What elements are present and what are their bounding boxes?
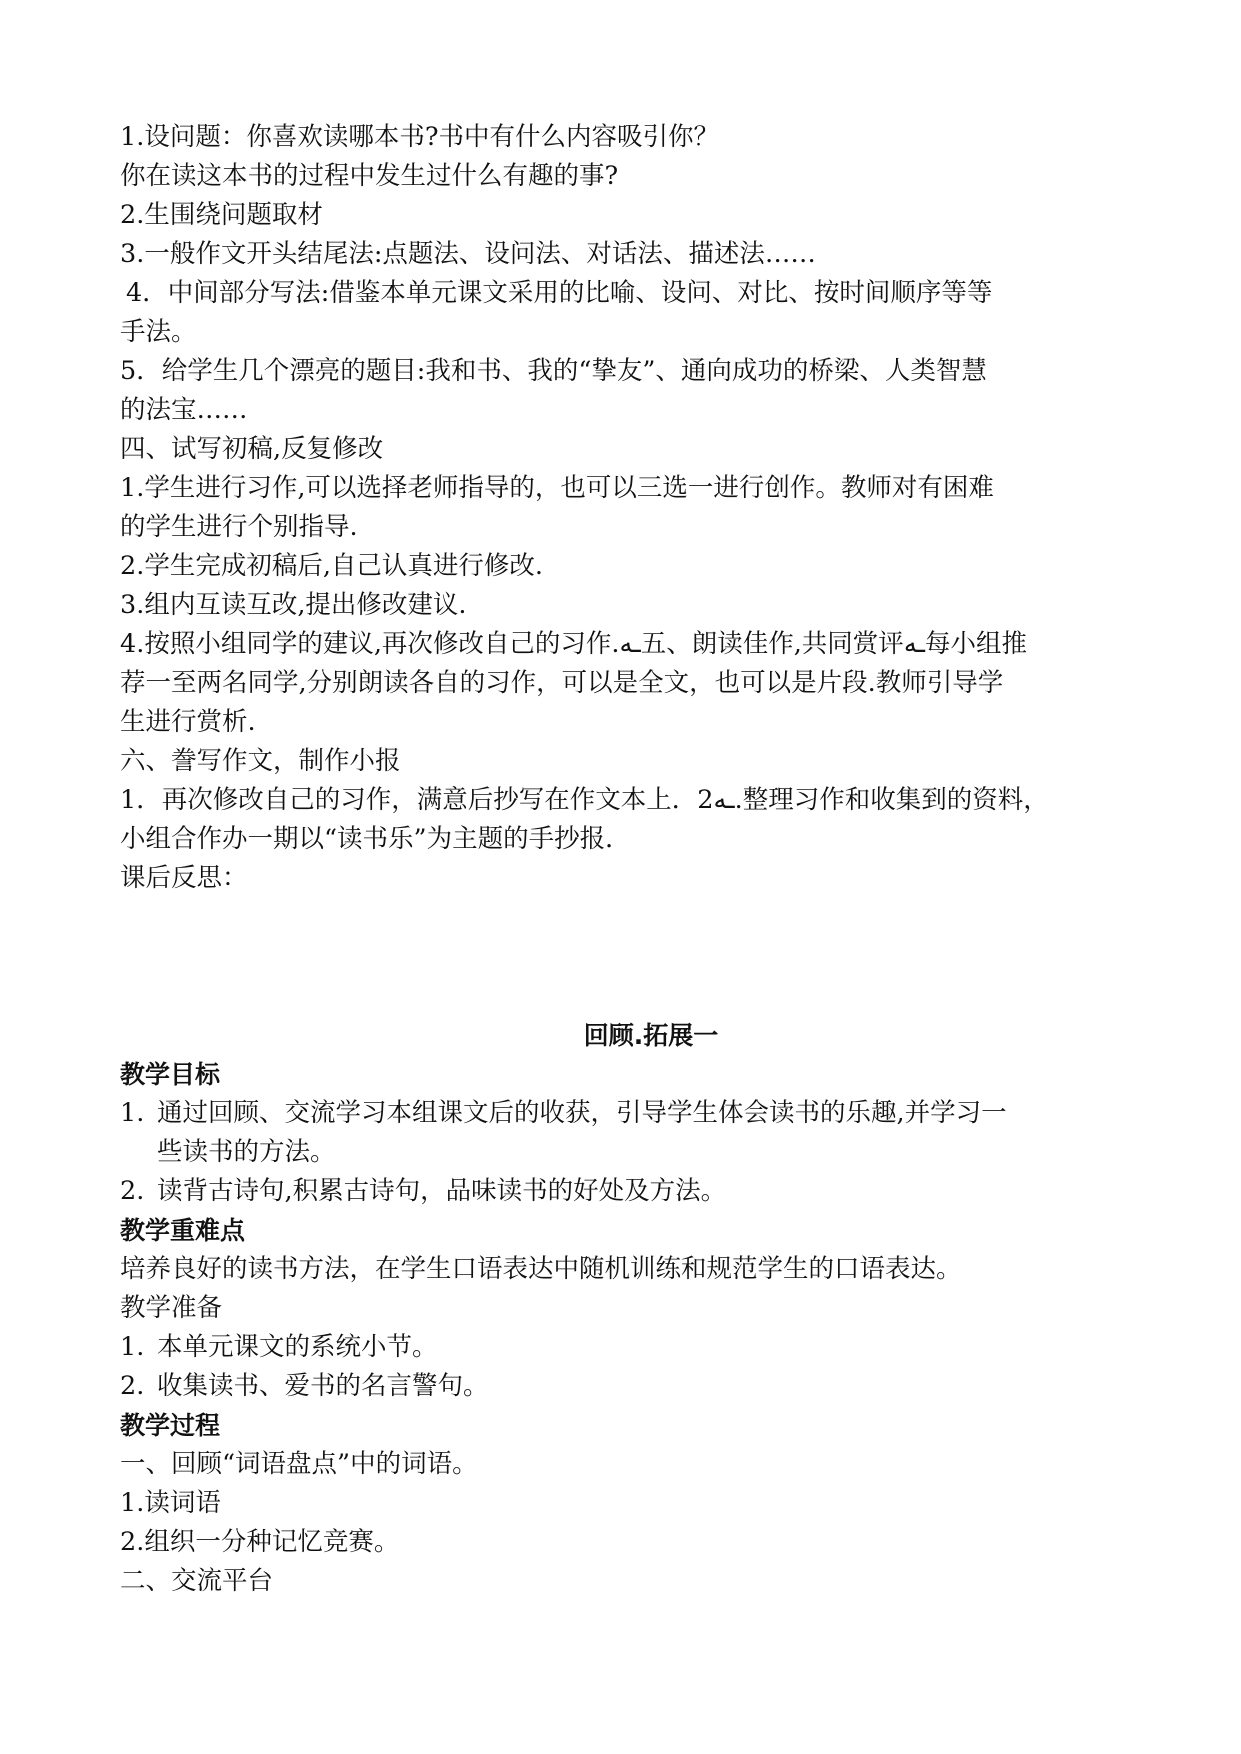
text-line: 2.学生完成初稿后,自己认真进行修改. bbox=[120, 551, 544, 581]
list-item bbox=[120, 1367, 1122, 1406]
text-line: 2.生围绕问题取材 bbox=[120, 200, 323, 230]
text-line: 课后反思： bbox=[120, 863, 248, 893]
list-number: 2. bbox=[120, 1371, 145, 1401]
lesson-continuation bbox=[120, 118, 1122, 898]
text-line: 读背古诗句,积累古诗句，品味读书的好处及方法。 bbox=[157, 1176, 727, 1206]
blank-space bbox=[120, 898, 1122, 1016]
text-line: 1.学生进行习作,可以选择老师指导的，也可以三选一进行创作。教师对有困难 bbox=[120, 473, 994, 503]
section-heading: 四、试写初稿,反复修改 bbox=[120, 434, 384, 464]
list-item bbox=[120, 1328, 1122, 1367]
document-page bbox=[120, 118, 1122, 1601]
key-points-heading: 教学重难点 bbox=[120, 1216, 246, 1245]
text-line: 4．中间部分写法:借鉴本单元课文采用的比喻、设问、对比、按时间顺序等等 bbox=[126, 278, 993, 308]
list-item bbox=[120, 1172, 1122, 1211]
lesson-review-one bbox=[120, 1016, 1122, 1601]
text-line: 荐一至两名同学,分别朗读各自的习作，可以是全文，也可以是片段.教师引导学 bbox=[120, 668, 1004, 698]
text-line: 通过回顾、交流学习本组课文后的收获，引导学生体会读书的乐趣,并学习一 bbox=[157, 1098, 1007, 1128]
text-line: 1．再次修改自己的习作，满意后抄写在作文本上．2ـه.整理习作和收集到的资料， bbox=[120, 785, 1049, 815]
text-line: 1.设问题：你喜欢读哪本书?书中有什么内容吸引你？ bbox=[120, 122, 720, 152]
goals-heading: 教学目标 bbox=[120, 1060, 221, 1089]
text-line: 你在读这本书的过程中发生过什么有趣的事? bbox=[120, 161, 619, 191]
text-line: 收集读书、爱书的名言警句。 bbox=[157, 1371, 489, 1401]
text-line: 4.按照小组同学的建议,再次修改自己的习作.ـه五、朗读佳作,共同赏评ـه每小组推 bbox=[120, 629, 1027, 659]
list-number: 2. bbox=[120, 1176, 145, 1206]
text-line: 的法宝…… bbox=[120, 395, 248, 425]
text-line: 培养良好的读书方法，在学生口语表达中随机训练和规范学生的口语表达。 bbox=[120, 1254, 962, 1284]
text-line: 些读书的方法。 bbox=[157, 1137, 336, 1167]
prep-heading: 教学准备 bbox=[120, 1293, 223, 1323]
section-heading: 二、交流平台 bbox=[120, 1566, 274, 1596]
list-number: 1. bbox=[120, 1332, 145, 1362]
section-heading: 一、回顾“词语盘点”中的词语。 bbox=[120, 1449, 478, 1479]
list-number: 1. bbox=[120, 1098, 145, 1128]
text-line: 5．给学生几个漂亮的题目:我和书、我的“挚友”、通向成功的桥梁、人类智慧 bbox=[120, 356, 987, 386]
text-line: 1.读词语 bbox=[120, 1488, 221, 1518]
text-line: 2.组织一分种记忆竞赛。 bbox=[120, 1527, 400, 1557]
section-heading: 六、誊写作文，制作小报 bbox=[120, 746, 401, 776]
process-heading: 教学过程 bbox=[120, 1411, 221, 1440]
text-line: 小组合作办一期以“读书乐”为主题的手抄报． bbox=[120, 824, 631, 854]
text-line: 3.一般作文开头结尾法:点题法、设问法、对话法、描述法…… bbox=[120, 239, 816, 269]
lesson-title: 回顾.拓展一 bbox=[583, 1021, 719, 1050]
text-line: 本单元课文的系统小节。 bbox=[157, 1332, 438, 1362]
text-line: 的学生进行个别指导. bbox=[120, 512, 358, 542]
text-line: 生进行赏析. bbox=[120, 707, 256, 737]
text-line: 手法。 bbox=[120, 317, 197, 347]
list-item bbox=[120, 1094, 1122, 1172]
text-line: 3.组内互读互改,提出修改建议. bbox=[120, 590, 467, 620]
